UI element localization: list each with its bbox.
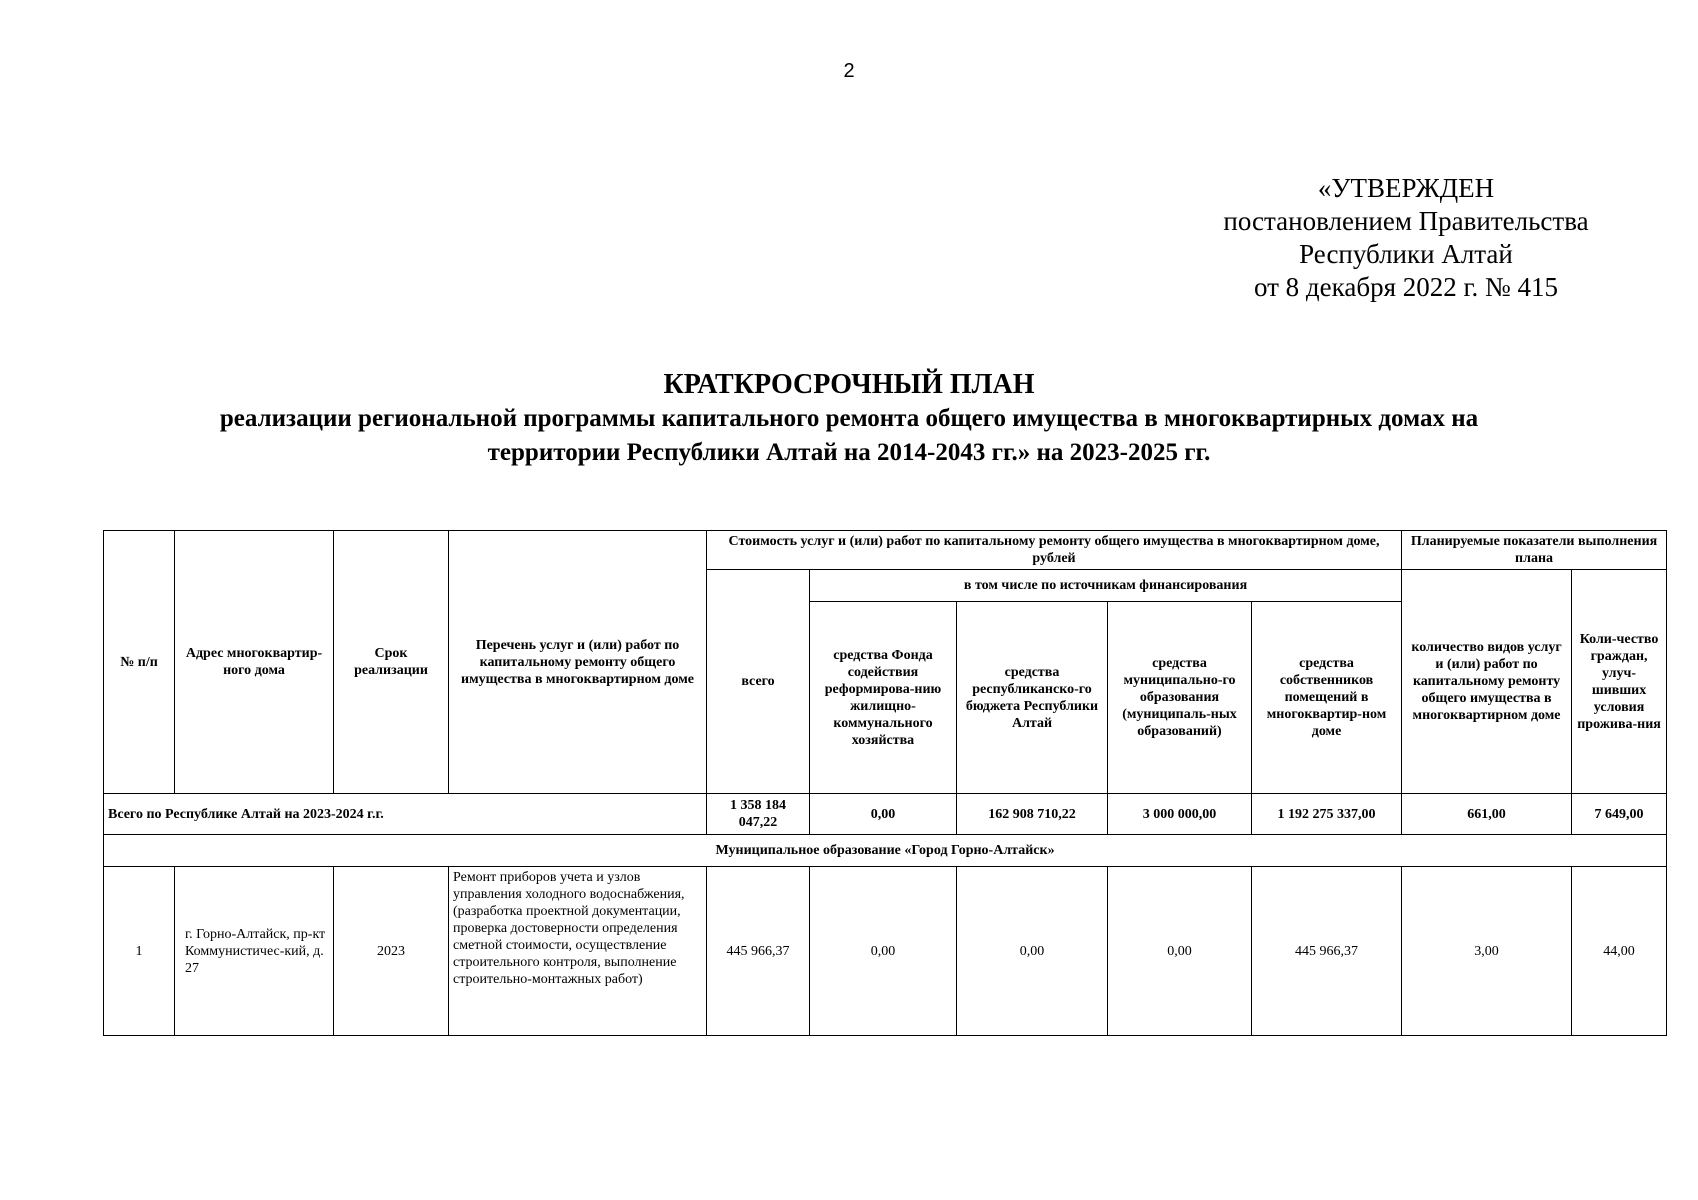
header-works-count: количество видов услуг и (или) работ по капитальному ремонту общего имущества в многоквартирном доме	[1402, 570, 1572, 794]
plan-table	[103, 530, 1667, 1036]
header-indicators-group: Планируемые показатели выполнения плана	[1402, 531, 1667, 570]
approval-line-1: «УТВЕРЖДЕН	[1317, 173, 1495, 203]
total-works-count: 661,00	[1402, 794, 1572, 835]
approval-line-2: постановлением Правительства	[1223, 206, 1589, 236]
table-row	[104, 867, 1667, 1036]
title-sub-line-1: реализации региональной программы капитального ремонта общего имущества в многоквартирных домах на	[219, 405, 1479, 432]
header-num: № п/п	[104, 531, 175, 794]
total-republic: 162 908 710,22	[957, 794, 1108, 835]
total-citizens: 7 649,00	[1572, 794, 1667, 835]
title-main: КРАТКРОСРОЧНЫЙ ПЛАН	[663, 369, 1035, 400]
header-owners: средства собственников помещений в многоквартир-ном доме	[1252, 602, 1402, 794]
header-municipal: средства муниципально-го образования (муниципаль-ных образований)	[1108, 602, 1252, 794]
row-works-count: 3,00	[1402, 867, 1572, 1036]
header-fund: средства Фонда содействия реформирова-нию жилищно-коммунального хозяйства	[810, 602, 957, 794]
total-owners: 1 192 275 337,00	[1252, 794, 1402, 835]
row-term: 2023	[334, 867, 449, 1036]
total-municipal: 3 000 000,00	[1108, 794, 1252, 835]
header-sources-group: в том числе по источникам финансирования	[810, 570, 1402, 602]
row-municipal: 0,00	[1108, 867, 1252, 1036]
header-address: Адрес многоквартир-ного дома	[175, 531, 334, 794]
header-works: Перечень услуг и (или) работ по капитальному ремонту общего имущества в многоквартирном доме	[449, 531, 707, 794]
header-republic: средства республиканско-го бюджета Республики Алтай	[957, 602, 1108, 794]
document-title	[100, 368, 1598, 470]
header-total: всего	[707, 570, 810, 794]
row-num: 1	[104, 867, 175, 1036]
total-fund: 0,00	[810, 794, 957, 835]
approval-line-4: от 8 декабря 2022 г. № 415	[1253, 272, 1559, 302]
header-cost-group: Стоимость услуг и (или) работ по капитальному ремонту общего имущества в многоквартирном доме, рублей	[707, 531, 1402, 570]
row-total: 445 966,37	[707, 867, 810, 1036]
row-citizens: 44,00	[1572, 867, 1667, 1036]
row-republic: 0,00	[957, 867, 1108, 1036]
header-term: Срок реализации	[334, 531, 449, 794]
approval-line-3: Республики Алтай	[1299, 239, 1513, 269]
row-works: Ремонт приборов учета и узлов управления холодного водоснабжения, (разработка проектной документации, проверка достоверности определения сметной стоимости, осуществление строительного контроля, выполнение строительно-монтажных работ)	[449, 867, 707, 1036]
approval-stamp	[1196, 172, 1616, 304]
municipality-name: Муниципальное образование «Город Горно-Алтайск»	[104, 835, 1667, 867]
header-citizens: Коли-чество граждан, улуч-шивших условия прожива-ния	[1572, 570, 1667, 794]
title-sub-line-2: территории Республики Алтай на 2014-2043 гг.» на 2023-2025 гг.	[487, 439, 1211, 466]
row-address: г. Горно-Алтайск, пр-кт Коммунистичес-кий, д. 27	[175, 867, 334, 1036]
municipality-row	[104, 835, 1667, 867]
page-number: 2	[843, 60, 855, 82]
row-owners: 445 966,37	[1252, 867, 1402, 1036]
total-sum: 1 358 184 047,22	[707, 794, 810, 835]
total-label: Всего по Республике Алтай на 2023-2024 г.г.	[104, 794, 707, 835]
total-row	[104, 794, 1667, 835]
row-fund: 0,00	[810, 867, 957, 1036]
